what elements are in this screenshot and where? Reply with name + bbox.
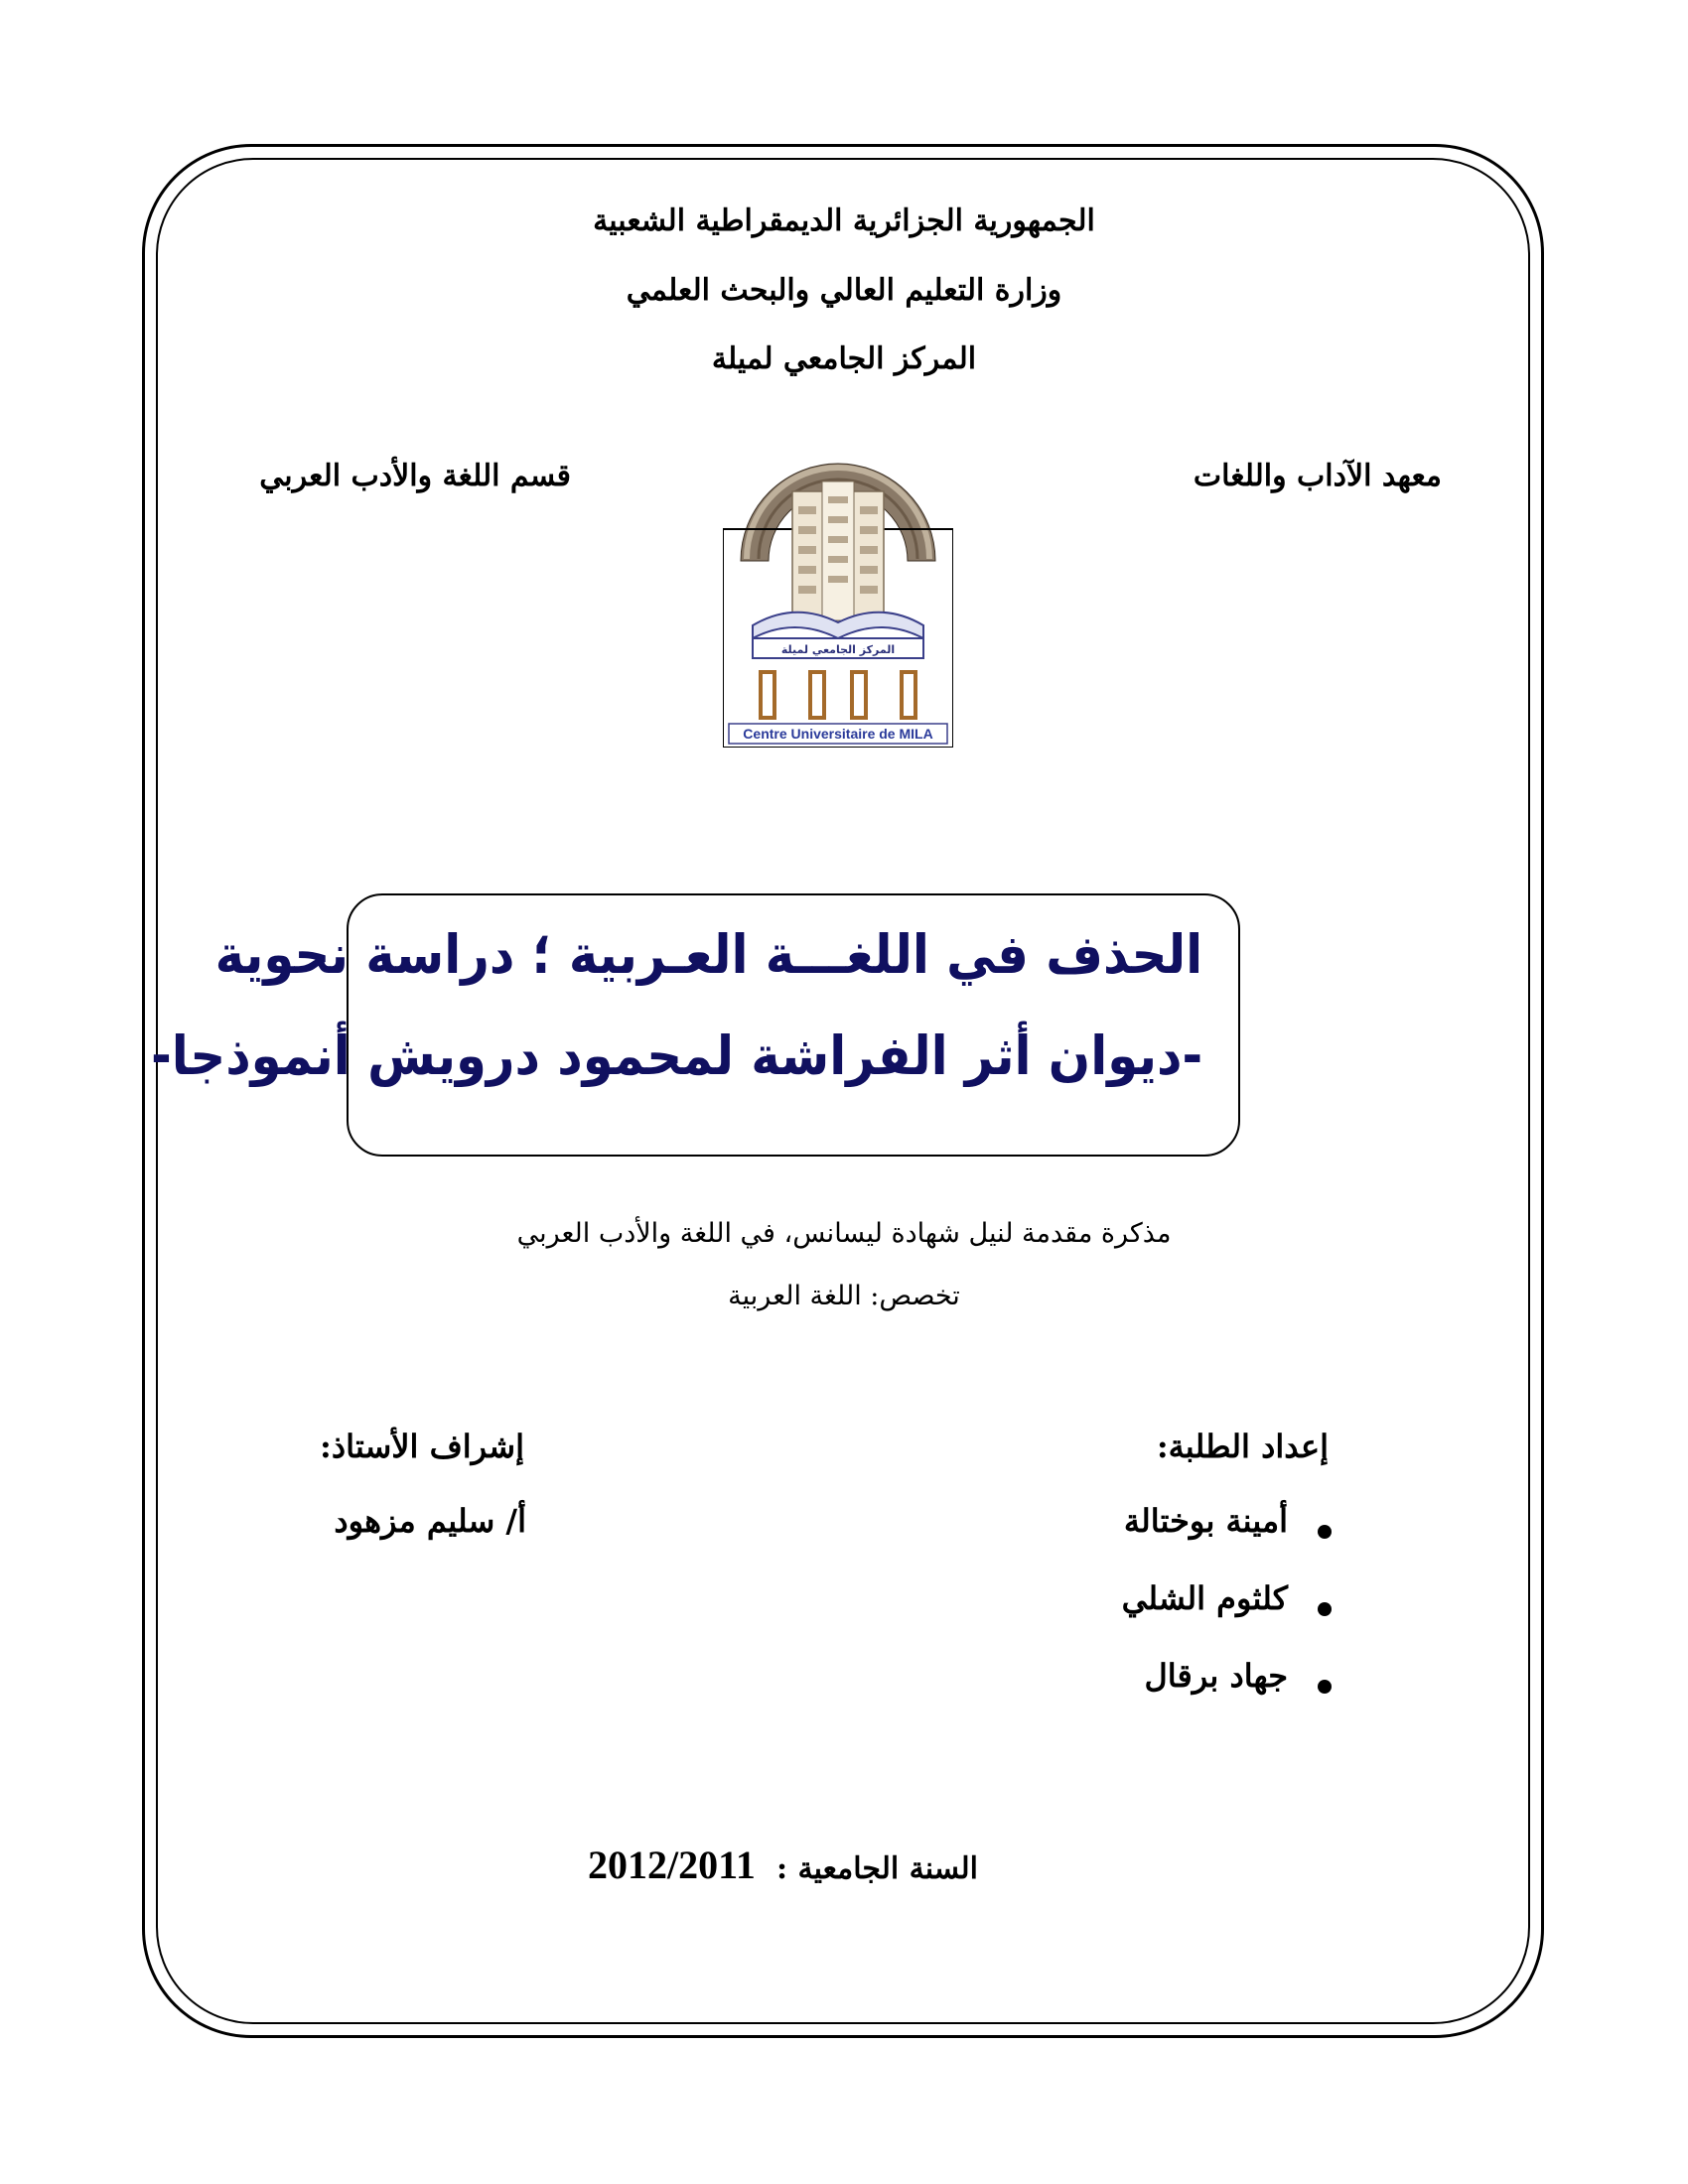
thesis-title-line-1: الحذف في اللغـــة العـربية ؛ دراسة نحوية <box>214 923 1203 986</box>
supervisor-name: أ/ سليم مزهود <box>334 1502 526 1540</box>
degree-statement: مذكرة مقدمة لنيل شهادة ليسانس، في اللغة والأدب العربي <box>516 1218 1172 1249</box>
students-label: إعداد الطلبة: <box>1156 1428 1329 1465</box>
student-name-2: كلثوم الشلي <box>1121 1579 1288 1617</box>
logo-caption: Centre Universitaire de MILA <box>743 726 933 742</box>
department-label: قسم اللغة والأدب العربي <box>259 459 571 493</box>
university-logo <box>723 452 953 748</box>
institute-label: معهد الآداب واللغات <box>1193 459 1442 493</box>
academic-year-value: 2012/2011 <box>588 1843 756 1887</box>
university-center-heading: المركز الجامعي لميلة <box>711 341 977 376</box>
thesis-title-box <box>151 893 1240 1157</box>
student-name-1: أمينة بوختالة <box>1123 1502 1288 1540</box>
academic-year-label: السنة الجامعية : <box>776 1851 978 1886</box>
ministry-heading: وزارة التعليم العالي والبحث العلمي <box>626 273 1062 308</box>
bullet-icon <box>1318 1525 1332 1539</box>
bullet-icon <box>1318 1602 1332 1616</box>
supervisor-label: إشراف الأستاذ: <box>320 1428 524 1465</box>
specialty-line: تخصص: اللغة العربية <box>728 1281 960 1311</box>
bullet-icon <box>1318 1680 1332 1694</box>
thesis-title-line-2: -ديوان أثر الفراشة لمحمود درويش أنموذجا- <box>151 1024 1203 1087</box>
student-name-3: جهاد برقال <box>1144 1657 1288 1695</box>
republic-heading: الجمهورية الجزائرية الديمقراطية الشعبية <box>593 204 1095 238</box>
logo-arabic-caption: المركز الجامعي لميلة <box>780 643 896 656</box>
